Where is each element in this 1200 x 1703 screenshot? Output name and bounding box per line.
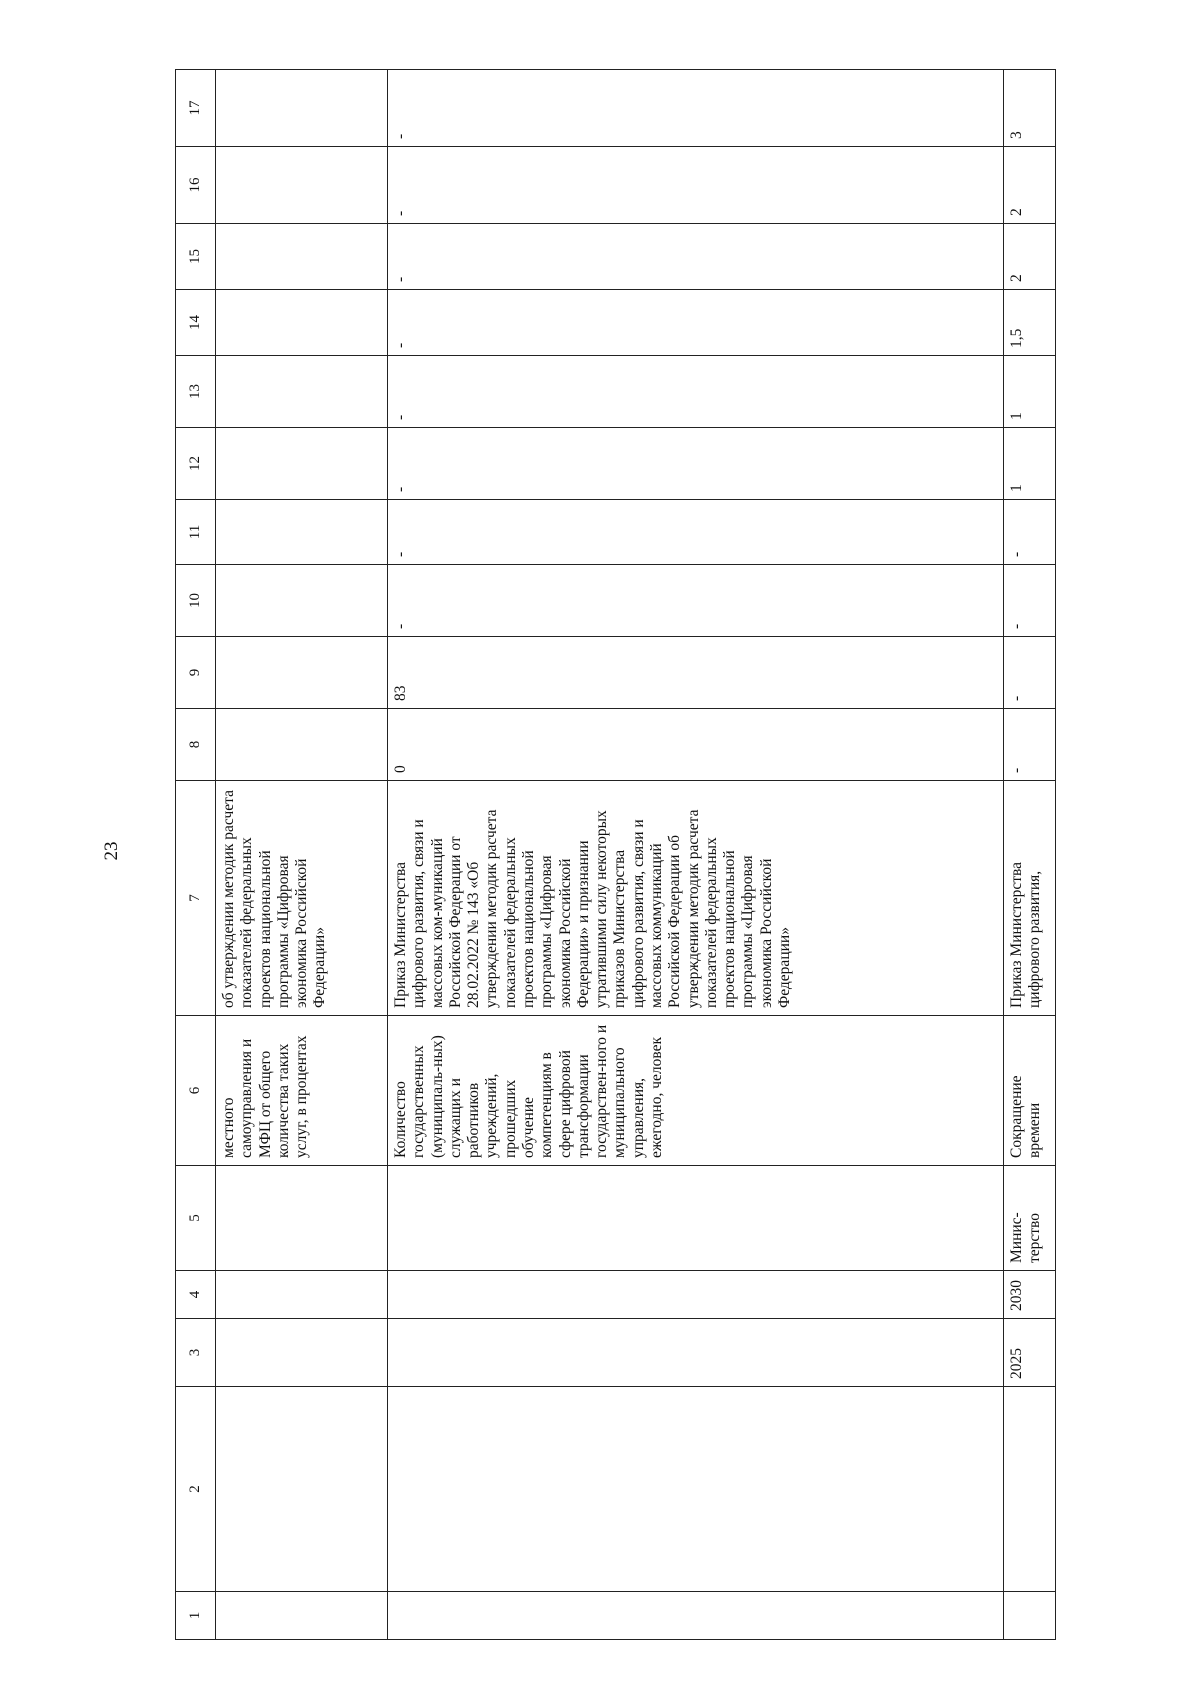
table-cell: - bbox=[388, 428, 1004, 500]
table-cell bbox=[388, 1166, 1004, 1271]
header-row bbox=[176, 70, 216, 1640]
table-cell: - bbox=[388, 147, 1004, 224]
table-cell bbox=[388, 1592, 1004, 1640]
table-cell: - bbox=[388, 565, 1004, 637]
table-cell bbox=[216, 1319, 388, 1387]
table-cell bbox=[388, 1271, 1004, 1319]
table-cell bbox=[216, 1166, 388, 1271]
table-cell: 2 bbox=[1004, 147, 1056, 224]
table-cell bbox=[216, 1271, 388, 1319]
table-cell: - bbox=[1004, 637, 1056, 709]
header-cell: 3 bbox=[176, 1319, 216, 1387]
header-cell: 11 bbox=[176, 500, 216, 565]
table-cell: - bbox=[1004, 709, 1056, 781]
table-cell bbox=[216, 637, 388, 709]
page-number: 23 bbox=[101, 841, 122, 861]
table-cell: - bbox=[388, 356, 1004, 428]
table-cell: - bbox=[388, 290, 1004, 356]
header-cell: 14 bbox=[176, 290, 216, 356]
table-row bbox=[1004, 70, 1056, 1640]
table-cell: местного самоуправления и МФЦ от общего количества таких услуг, в процентах bbox=[216, 1016, 388, 1166]
table-cell: Приказ Министерства цифрового развития, связи и массовых ком-муникаций Российской Федерации от 28.02.2022 № 143 «Об утверждении методик расчета показателей федеральных проектов национальной программы «Цифровая экономика Российской Федерации» и признании утратившими силу некоторых приказов Министерства цифрового развития, связи и массовых коммуникаций Российской Федерации об утверждении методик расчета показателей федеральных проектов национальной программы «Цифровая экономика Российской Федерации» bbox=[388, 781, 1004, 1016]
table-cell: 3 bbox=[1004, 70, 1056, 147]
header-cell: 8 bbox=[176, 709, 216, 781]
table-cell: 83 bbox=[388, 637, 1004, 709]
header-cell: 10 bbox=[176, 565, 216, 637]
header-cell: 15 bbox=[176, 224, 216, 290]
table-row bbox=[216, 70, 388, 1640]
table-cell: 2025 bbox=[1004, 1319, 1056, 1387]
table-cell bbox=[388, 1319, 1004, 1387]
table-cell: - bbox=[388, 224, 1004, 290]
table-cell bbox=[216, 356, 388, 428]
table-cell: 1 bbox=[1004, 428, 1056, 500]
table-row bbox=[388, 70, 1004, 1640]
header-cell: 1 bbox=[176, 1592, 216, 1640]
table-cell: Приказ Министерства цифрового развития, bbox=[1004, 781, 1056, 1016]
header-cell: 6 bbox=[176, 1016, 216, 1166]
header-cell: 9 bbox=[176, 637, 216, 709]
table-cell bbox=[216, 428, 388, 500]
table-cell bbox=[388, 1387, 1004, 1592]
header-cell: 5 bbox=[176, 1166, 216, 1271]
table-cell: 0 bbox=[388, 709, 1004, 781]
table-cell: 1,5 bbox=[1004, 290, 1056, 356]
table-cell: об утверждении методик расчета показателей федеральных проектов национальной программы «Цифровая экономика Российской Федерации» bbox=[216, 781, 388, 1016]
table-cell bbox=[216, 147, 388, 224]
table-cell: Количество государственных (муниципаль-ных) служащих и работников учреждений, прошедших обучение компетенциям в сфере цифровой трансформации государствен-ного и муниципального управления, ежегодно, человек bbox=[388, 1016, 1004, 1166]
table-cell: - bbox=[388, 70, 1004, 147]
table-cell bbox=[1004, 1387, 1056, 1592]
table-cell bbox=[216, 565, 388, 637]
data-table bbox=[175, 69, 1056, 1640]
table-cell: 2 bbox=[1004, 224, 1056, 290]
table-cell bbox=[1004, 1592, 1056, 1640]
table-cell: - bbox=[1004, 500, 1056, 565]
header-cell: 2 bbox=[176, 1387, 216, 1592]
table-cell: 2030 bbox=[1004, 1271, 1056, 1319]
table-cell: - bbox=[388, 500, 1004, 565]
table-cell: Минис-терство bbox=[1004, 1166, 1056, 1271]
table-cell bbox=[216, 1387, 388, 1592]
table-cell bbox=[216, 709, 388, 781]
header-cell: 4 bbox=[176, 1271, 216, 1319]
table-cell: 1 bbox=[1004, 356, 1056, 428]
header-cell: 16 bbox=[176, 147, 216, 224]
table-cell: - bbox=[1004, 565, 1056, 637]
table-cell bbox=[216, 1592, 388, 1640]
header-cell: 13 bbox=[176, 356, 216, 428]
header-cell: 17 bbox=[176, 70, 216, 147]
header-cell: 7 bbox=[176, 781, 216, 1016]
table-cell: Сокращение времени bbox=[1004, 1016, 1056, 1166]
table-cell bbox=[216, 500, 388, 565]
header-cell: 12 bbox=[176, 428, 216, 500]
table-cell bbox=[216, 224, 388, 290]
table-cell bbox=[216, 70, 388, 147]
table-cell bbox=[216, 290, 388, 356]
rotated-table-container bbox=[175, 70, 1055, 1640]
